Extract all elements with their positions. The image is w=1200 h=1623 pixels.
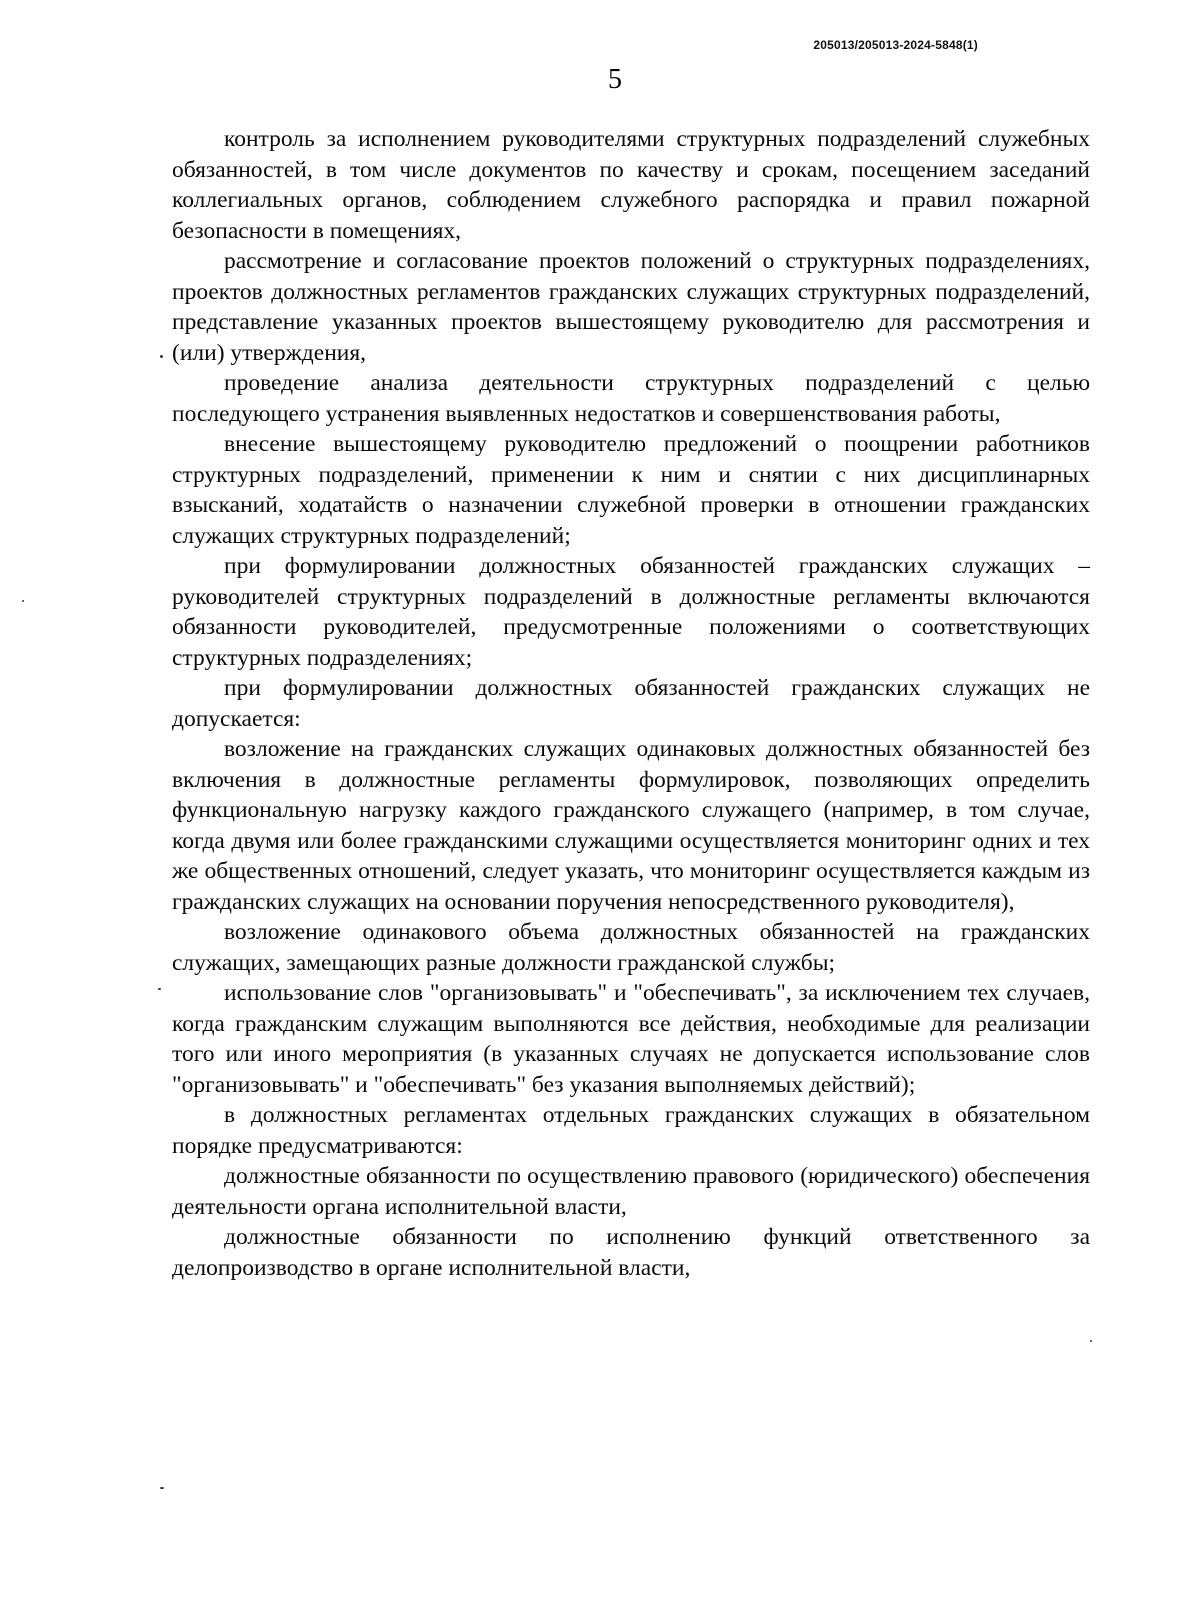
paragraph-7: возложение на гражданских служащих одинаковых должностных обязанностей без включения в должностные регламенты формулировок, позволяющих определить функциональную нагрузку каждого гражданского служащего (например, в том случае, когда двумя или более гражданскими служащими осуществляется мониторинг одних и тех же общественных отношений, следует указать, что мониторинг осуществляется каждым из гражданских служащих на основании поручения непосредственного руководителя), [172,736,1090,915]
scan-speck [158,988,161,990]
paragraph-12: должностные обязанности по исполнению функций ответственного за делопроизводство в органе исполнительной власти, [172,1224,1090,1281]
paragraph-5: при формулировании должностных обязанностей гражданских служащих – руководителей структурных подразделений в должностные регламенты включаются обязанности руководителей, предусмотренные положениями о соответствующих структурных подразделениях; [172,553,1090,671]
scan-speck [22,600,24,602]
document-registration-number: 205013/205013-2024-5848(1) [813,38,978,52]
paragraph-6: при формулировании должностных обязанностей гражданских служащих не допускается: [172,675,1090,732]
scan-speck [160,355,163,358]
paragraph-11: должностные обязанности по осуществлению правового (юридического) обеспечения деятельности органа исполнительной власти, [172,1163,1090,1220]
paragraph-1: контроль за исполнением руководителями структурных подразделений служебных обязанностей, в том числе документов по качеству и срокам, посещением заседаний коллегиальных органов, соблюдением служебного распорядка и правил пожарной безопасности в помещениях, [172,126,1090,244]
scan-speck [1090,1340,1092,1342]
paragraph-9: использование слов "организовывать" и "обеспечивать", за исключением тех случаев, когда гражданским служащим выполняются все действия, необходимые для реализации того или иного мероприятия (в указанных случаях не допускается использование слов "организовывать" и "обеспечивать" без указания выполняемых действий); [172,980,1090,1098]
paragraph-10: в должностных регламентах отдельных гражданских служащих в обязательном порядке предусматриваются: [172,1102,1090,1159]
paragraph-8: возложение одинакового объема должностных обязанностей на гражданских служащих, замещающих разные должности гражданской службы; [172,919,1090,976]
page-number: 5 [608,64,622,95]
paragraph-2: рассмотрение и согласование проектов положений о структурных подразделениях, проектов должностных регламентов гражданских служащих структурных подразделений, представление указанных проектов вышестоящему руководителю для рассмотрения и (или) утверждения, [172,248,1090,366]
scan-speck [160,1487,164,1489]
document-body [172,124,1090,1283]
paragraph-4: внесение вышестоящему руководителю предложений о поощрении работников структурных подразделений, применении к ним и снятии с них дисциплинарных взысканий, ходатайств о назначении служебной проверки в отношении гражданских служащих структурных подразделений; [172,431,1090,549]
paragraph-3: проведение анализа деятельности структурных подразделений с целью последующего устранения выявленных недостатков и совершенствования работы, [172,370,1090,427]
